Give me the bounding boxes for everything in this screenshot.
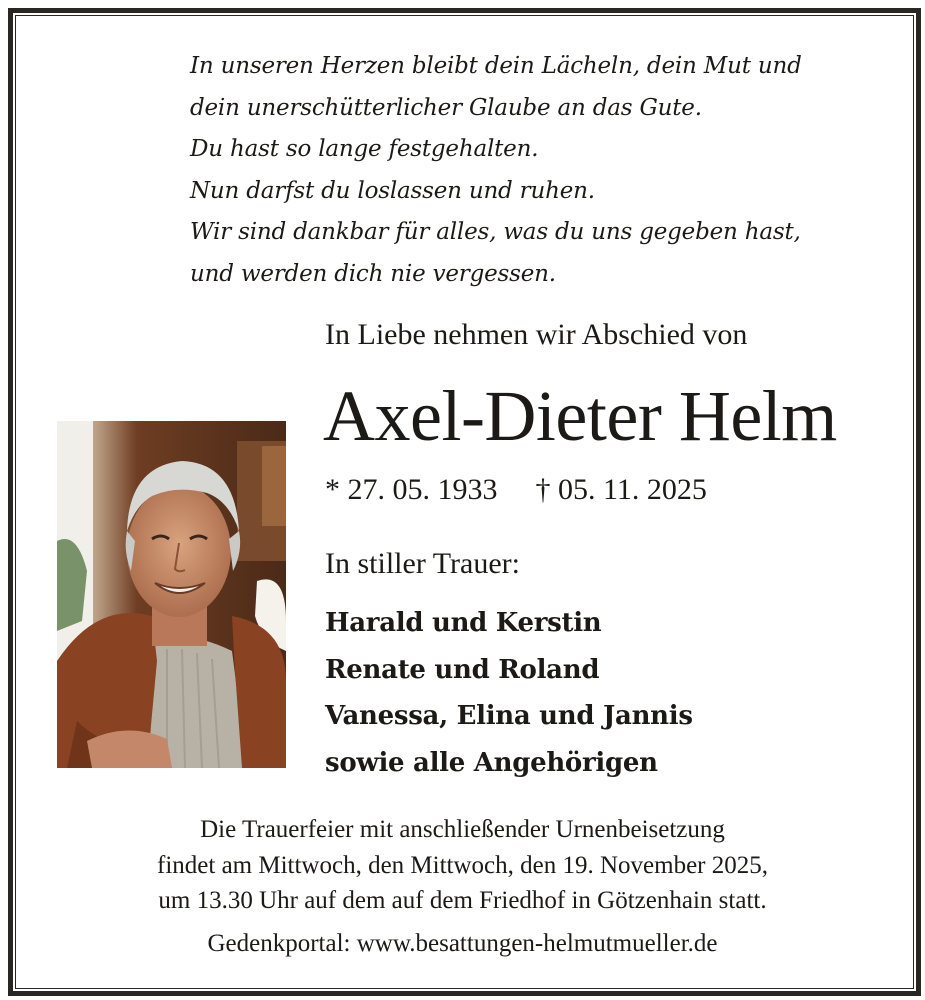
poem-line: Du hast so lange festgehalten.	[190, 136, 539, 162]
ceremony-line: um 13.30 Uhr auf dem auf dem Friedhof in Götzenhain statt.	[158, 887, 767, 914]
deceased-name: Axel-Dieter Helm	[323, 376, 837, 456]
mourner-entry: Vanessa, Elina und Jannis	[325, 701, 693, 731]
death-date: † 05. 11. 2025	[535, 473, 707, 506]
mourner-entry: Harald und Kerstin	[325, 608, 602, 638]
farewell-intro: In Liebe nehmen wir Abschied von	[325, 318, 748, 351]
mourning-label: In stiller Trauer:	[325, 547, 520, 580]
poem	[190, 46, 870, 295]
life-dates	[325, 473, 707, 507]
ceremony-details	[40, 812, 885, 919]
birth-date: * 27. 05. 1933	[325, 473, 498, 506]
mourner-entry: sowie alle Angehörigen	[325, 747, 658, 778]
mourners-list	[325, 600, 693, 786]
poem-line: dein unerschütterlicher Glaube an das Gute.	[190, 94, 702, 121]
portrait-photo	[57, 421, 286, 768]
mourner-entry: Renate und Roland	[325, 654, 600, 685]
ceremony-line: Die Trauerfeier mit anschließender Urnenbeisetzung	[200, 816, 725, 843]
poem-line: und werden dich nie vergessen.	[190, 260, 556, 287]
ceremony-line: findet am Mittwoch, den Mittwoch, den 19. November 2025,	[157, 851, 768, 879]
poem-line: In unseren Herzen bleibt dein Lächeln, dein Mut und	[190, 53, 802, 79]
poem-line: Nun darfst du loslassen und ruhen.	[190, 177, 595, 204]
poem-line: Wir sind dankbar für alles, was du uns gegeben hast,	[190, 219, 801, 245]
memorial-portal-link[interactable]: Gedenkportal: www.besattungen-helmutmueller.de	[207, 930, 718, 957]
